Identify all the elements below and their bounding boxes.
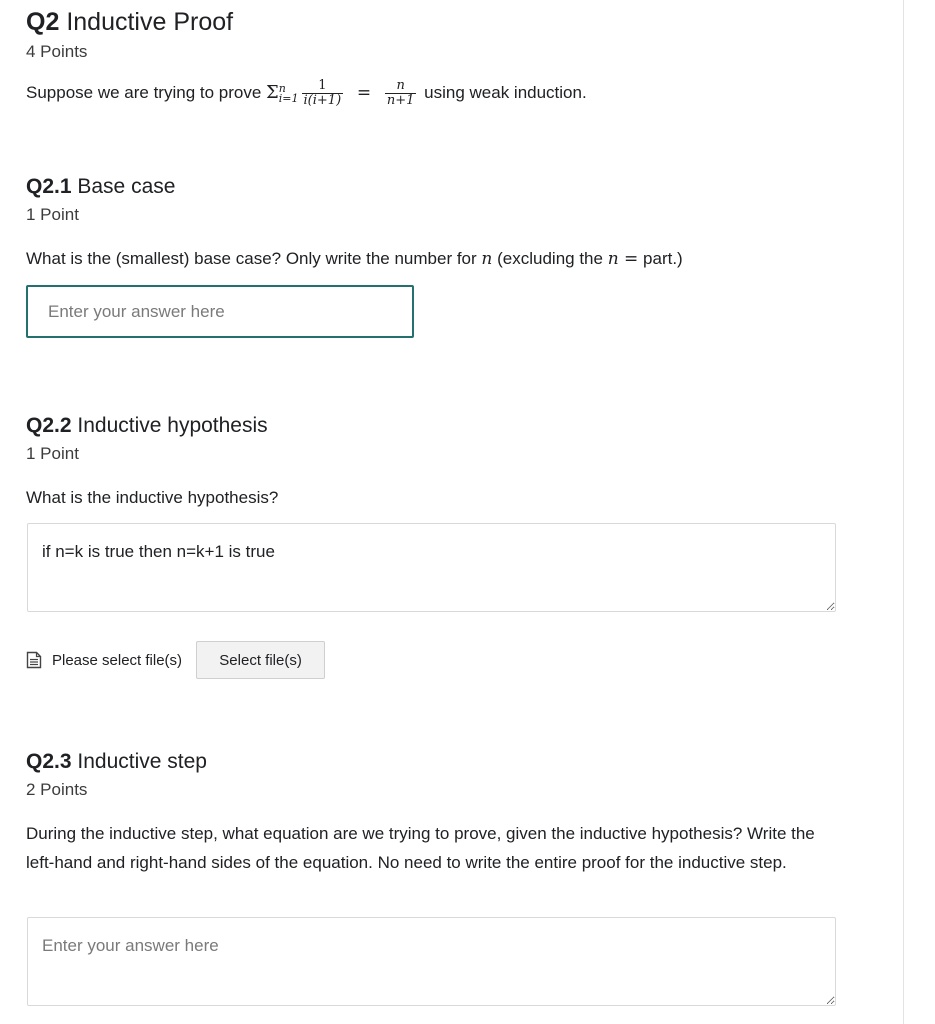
q2-1-number: Q2.1 — [26, 175, 72, 198]
q2-formula — [266, 78, 424, 109]
sum-limits — [278, 81, 299, 105]
q2-3-title — [26, 750, 207, 774]
sum-upper: n — [278, 81, 286, 95]
q2-2-title — [26, 414, 268, 438]
lhs-numerator: 1 — [302, 79, 344, 94]
inductive-step-textarea[interactable] — [27, 917, 836, 1006]
file-icon — [26, 651, 42, 669]
file-select-label: Please select file(s) — [52, 651, 183, 669]
q2-1-prompt-part2: (excluding the — [497, 249, 603, 268]
rhs-numerator: n — [385, 79, 417, 94]
right-divider — [903, 0, 904, 1024]
q2-1-eq-expr: n = — [607, 249, 639, 269]
q2-prompt — [26, 78, 587, 108]
q2-1-title-text: Base case — [77, 175, 176, 198]
q2-3-title-text: Inductive step — [77, 750, 207, 773]
q2-prompt-before: Suppose we are trying to prove — [26, 83, 262, 102]
q2-1-prompt-part1: What is the (smallest) base case? Only write the number for — [26, 249, 477, 268]
rhs-denominator: n+1 — [386, 93, 415, 109]
q2-1-title — [26, 175, 175, 199]
q2-number: Q2 — [26, 8, 60, 36]
q2-title-text: Inductive Proof — [66, 8, 234, 36]
q2-points: 4 Points — [26, 42, 88, 61]
file-upload-row — [26, 641, 325, 679]
q2-3-points: 2 Points — [26, 780, 88, 799]
select-files-button[interactable]: Select file(s) — [196, 641, 325, 679]
q2-2-prompt: What is the inductive hypothesis? — [26, 488, 279, 507]
q2-2-points: 1 Point — [26, 444, 79, 463]
lhs-denominator: i(i+1) — [303, 93, 342, 109]
sum-lower: i=1 — [278, 91, 299, 105]
equals-sign: = — [356, 83, 372, 103]
q2-3-number: Q2.3 — [26, 750, 72, 773]
inductive-hypothesis-textarea[interactable] — [27, 523, 836, 612]
base-case-input[interactable] — [26, 285, 414, 338]
q2-1-var-n: n — [481, 249, 493, 269]
q2-1-prompt — [26, 244, 683, 274]
sigma-symbol: Σ — [266, 82, 279, 103]
q2-2-number: Q2.2 — [26, 414, 72, 437]
q2-title — [26, 8, 233, 37]
q2-3-prompt: During the inductive step, what equation are we trying to prove, given the inductive hypothesis? Write the left-hand and right-hand sides of the equation. No need to write the entire proof for the inductive step. — [26, 824, 815, 872]
q2-1-points: 1 Point — [26, 205, 79, 224]
lhs-fraction — [302, 79, 344, 108]
q2-1-prompt-part3: part.) — [643, 249, 683, 268]
q2-2-title-text: Inductive hypothesis — [77, 414, 268, 437]
rhs-fraction — [385, 79, 417, 108]
q2-prompt-after: using weak induction. — [424, 83, 587, 102]
